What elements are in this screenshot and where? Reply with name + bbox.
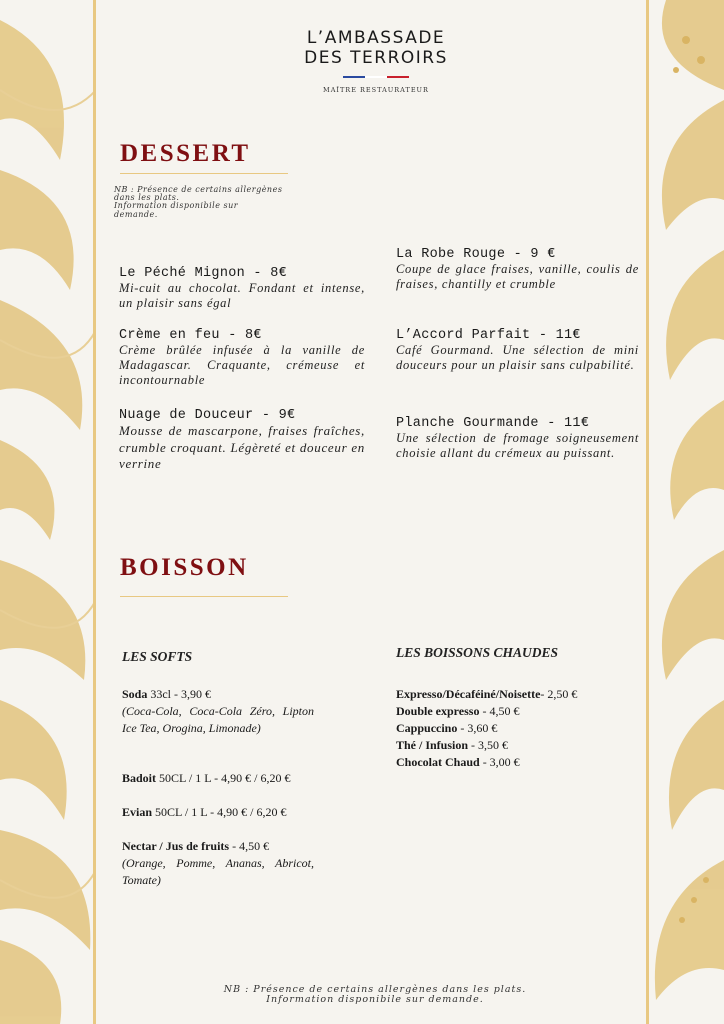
drink-name: Thé / Infusion <box>396 738 469 752</box>
hot-drinks-list <box>396 686 577 771</box>
drink-price: - 3,00 € <box>479 755 520 769</box>
soft-drink-item <box>122 838 314 889</box>
drink-price: - 4,50 € <box>479 704 520 718</box>
drink-price: - 2,50 € <box>540 687 578 701</box>
note-line: demande. <box>114 209 158 219</box>
drink-name: Chocolat Chaud <box>396 755 480 769</box>
drink-name: Cappuccino <box>396 721 458 735</box>
drink-price: 50CL / 1 L - 4,90 € / 6,20 € <box>156 771 291 785</box>
footer-allergen-note <box>200 985 550 1005</box>
drink-price: 50CL / 1 L - 4,90 € / 6,20 € <box>152 805 287 819</box>
brand-header <box>262 28 490 94</box>
soft-drink-item <box>122 770 314 787</box>
dessert-item <box>119 328 365 388</box>
dessert-item-title: Crème en feu - 8€ <box>119 328 262 343</box>
dessert-allergen-note <box>114 186 314 219</box>
drink-name: Evian <box>122 805 153 819</box>
drink-detail: (Orange, Pomme, Ananas, Abricot, Tomate) <box>122 856 314 887</box>
dessert-item <box>396 416 639 461</box>
footer-line: NB : Présence de certains allergènes dans les plats. <box>223 984 527 995</box>
note-line: dans les plats. <box>114 193 180 203</box>
drink-name: Double expresso <box>396 704 480 718</box>
dessert-item <box>119 408 365 473</box>
soft-drink-item <box>122 804 314 821</box>
left-mandala-border <box>0 0 96 1024</box>
dessert-item-desc: Coupe de glace fraises, vanille, coulis de fraises, chantilly et crumble <box>396 262 639 291</box>
boisson-heading: BOISSON <box>120 554 249 581</box>
flag-white <box>365 76 387 78</box>
drink-name: Nectar / Jus de fruits <box>122 839 230 853</box>
dessert-item-desc: Crème brûlée infusée à la vanille de Madagascar. Craquante, crémeuse et incontournable <box>119 343 365 387</box>
dessert-heading: DESSERT <box>120 140 251 167</box>
drink-name: Expresso/Décaféiné/Noisette <box>396 687 541 701</box>
drink-price: 33cl - 3,90 € <box>147 687 212 701</box>
dessert-item-title: Le Péché Mignon - 8€ <box>119 266 288 281</box>
left-gold-rule <box>93 0 96 1024</box>
dessert-item-title: Nuage de Douceur - 9€ <box>119 408 296 423</box>
dessert-item <box>119 266 365 311</box>
dessert-item <box>396 247 639 292</box>
dessert-item-desc: Mousse de mascarpone, fraises fraîches, crumble croquant. Légèreté et douceur en verrine <box>119 423 365 471</box>
dessert-item-title: La Robe Rouge - 9 € <box>396 247 556 262</box>
hot-drink-item <box>396 737 577 754</box>
drink-name: Soda <box>122 687 148 701</box>
drink-name: Badoit <box>122 771 157 785</box>
hot-drink-item <box>396 703 577 720</box>
drink-price: - 3,60 € <box>457 721 498 735</box>
hot-drink-item <box>396 754 577 771</box>
note-line: NB : Présence de certains allergènes <box>114 185 283 194</box>
brand-subtitle: MAÎTRE RESTAURATEUR <box>323 86 429 94</box>
dessert-heading-underline <box>120 173 288 174</box>
right-gold-rule <box>646 0 649 1024</box>
dessert-item-title: Planche Gourmande - 11€ <box>396 416 590 431</box>
drink-price: - 4,50 € <box>229 839 270 853</box>
soft-drink-item <box>122 686 314 737</box>
boisson-heading-underline <box>120 596 288 597</box>
footer-line: Information disponibile sur demande. <box>266 994 484 1005</box>
flag-red <box>387 76 409 78</box>
drink-detail: (Coca-Cola, Coca-Cola Zéro, Lipton Ice Tea, Orogina, Limonade) <box>122 704 314 735</box>
dessert-item-desc: Café Gourmand. Une sélection de mini douceurs pour un plaisir sans culpabilité. <box>396 343 639 372</box>
dessert-item-desc: Mi-cuit au chocolat. Fondant et intense, un plaisir sans égal <box>119 281 365 310</box>
drink-price: - 3,50 € <box>468 738 509 752</box>
softs-title: LES SOFTS <box>122 649 193 664</box>
dessert-item-desc: Une sélection de fromage soigneusement choisie allant du crémeux au puissant. <box>396 431 639 460</box>
brand-name-line2: DES TERROIRS <box>304 48 448 68</box>
hot-drink-item <box>396 720 577 737</box>
note-line: Information disponibile sur <box>114 201 239 211</box>
hot-drinks-title: LES BOISSONS CHAUDES <box>396 645 559 660</box>
right-mandala-border <box>646 0 724 1024</box>
french-flag-rule <box>262 76 490 78</box>
dessert-item <box>396 328 639 373</box>
flag-blue <box>343 76 365 78</box>
brand-name-line1: L’AMBASSADE <box>306 28 446 48</box>
dessert-item-title: L’Accord Parfait - 11€ <box>396 328 581 343</box>
hot-drink-item <box>396 686 577 703</box>
